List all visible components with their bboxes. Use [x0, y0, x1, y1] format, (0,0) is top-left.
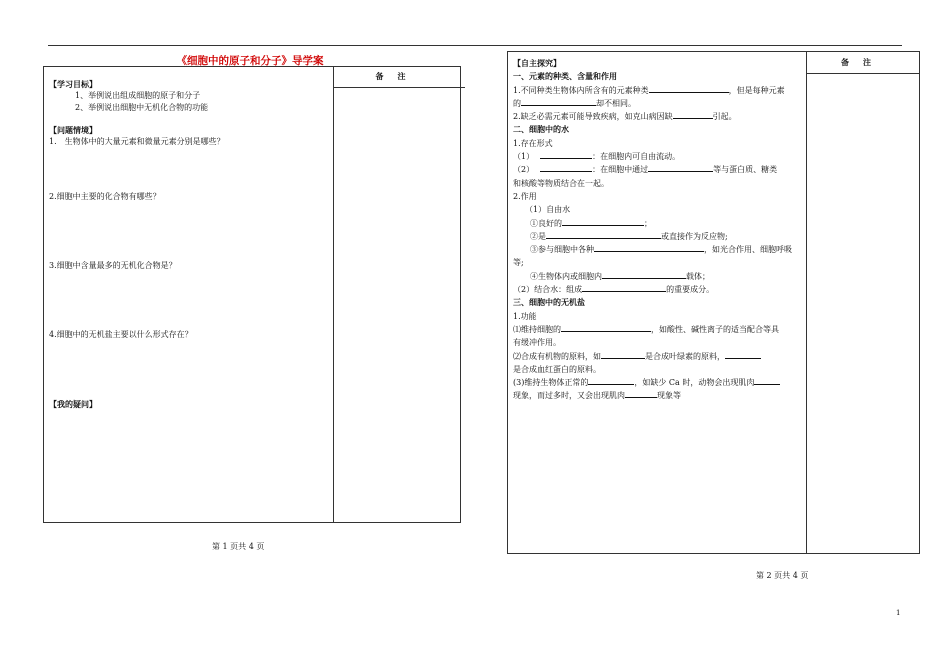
s3-line-3: (3)维持生物体正常的 ，如缺少 Ca 时，动物会出现肌肉 — [513, 376, 803, 389]
question-3: 3.细胞中含量最多的无机化合物是？ — [49, 261, 177, 270]
blank — [602, 270, 686, 279]
blank — [648, 163, 713, 172]
blank — [594, 243, 704, 252]
s2-form-2: （2） ：在细胞中通过 等与蛋白质、糖类 — [513, 165, 778, 175]
blank — [725, 350, 761, 359]
s3-line-1-cont: 有缓冲作用。 — [513, 338, 561, 348]
doubts-header: 【我的疑问】 — [49, 399, 97, 409]
sheet-index: 1 — [896, 609, 901, 617]
s3-line-3-cont: 现象，而过多时，又会出现肌肉 现象等 — [513, 391, 681, 401]
s1-line-2: 的 却不相同。 — [513, 98, 636, 108]
blank — [601, 350, 645, 359]
blank — [588, 376, 634, 385]
goal-1: 1、举例说出组成细胞的原子和分子 — [75, 91, 201, 100]
blank — [649, 84, 729, 93]
question-4: 4.细胞中的无机盐主要以什么形式存在？ — [49, 330, 193, 339]
s2-role: 2.作用 — [513, 191, 537, 201]
page2-note-header: 备注 — [841, 57, 885, 67]
page1-note-header: 备注 — [375, 71, 420, 81]
goal-2: 2、举例说出细胞中无机化合物的功能 — [75, 103, 209, 112]
s3-func: 1.功能 — [513, 311, 537, 321]
page2-note-underline — [806, 73, 920, 74]
blank — [582, 283, 666, 292]
s1-line-1: 1.不同种类生物体内所含有的元素种类 ，但是每种元素 — [513, 85, 785, 95]
s2-form-2-cont: 和核酸等物质结合在一起。 — [513, 178, 609, 188]
s2-role-1b: ②是 或直接作为反应物; — [530, 231, 728, 241]
page2-note-divider — [806, 52, 807, 553]
page1-note-divider — [333, 67, 334, 522]
s3-line-2-cont: 是合成血红蛋白的原料。 — [513, 364, 601, 374]
blank — [546, 230, 661, 239]
s3-line-2: ⑵合成有机物的原料，如 是合成叶绿素的原料， — [513, 350, 803, 363]
blank — [540, 150, 592, 159]
s2-role-1: （1）自由水 — [525, 205, 571, 215]
s2-role-1d: ④生物体内或细胞内 载体； — [530, 271, 710, 281]
s2-role-1a: ①良好的 ； — [530, 218, 652, 228]
s2-role-1c: ③参与细胞中各种 ，如光合作用、细胞呼吸 — [530, 245, 792, 255]
page2-number: 第 2 页共 4 页 — [756, 571, 809, 580]
s2-form: 1.存在形式 — [513, 138, 553, 148]
s2-role-2: （2）结合水：组成 的重要成分。 — [513, 285, 715, 295]
page1-note-underline — [333, 87, 465, 88]
document-title: 《细胞中的原子和分子》导学案 — [176, 55, 324, 67]
page1-frame — [43, 66, 461, 523]
page1-number: 第 1 页共 4 页 — [212, 542, 265, 551]
blank — [562, 217, 644, 226]
question-1: 1. 生物体中的大量元素和微量元素分别是哪些？ — [49, 137, 225, 146]
explore-header: 【自主探究】 — [513, 58, 561, 68]
s2-role-1c-cont: 等; — [513, 258, 524, 268]
goals-header: 【学习目标】 — [49, 79, 97, 89]
top-rule — [48, 45, 902, 46]
blank — [625, 389, 657, 398]
section-3-title: 三、细胞中的无机盐 — [513, 297, 585, 308]
s2-form-1: （1） ：在细胞内可自由流动。 — [513, 152, 681, 162]
context-header: 【问题情境】 — [49, 125, 97, 135]
s3-line-1: ⑴维持细胞的 ，如酸性、碱性离子的适当配合等具 — [513, 324, 779, 334]
blank — [521, 97, 596, 106]
s1-line-3: 2.缺乏必需元素可能导致疾病，如克山病因缺 引起。 — [513, 112, 737, 122]
page2-content — [513, 57, 803, 403]
blank — [673, 110, 713, 119]
section-1-title: 一、元素的种类、含量和作用 — [513, 71, 617, 82]
blank — [540, 163, 592, 172]
section-2-title: 二、细胞中的水 — [513, 124, 569, 135]
blank — [561, 323, 651, 332]
page2-frame — [507, 51, 920, 554]
page1-content — [49, 78, 327, 410]
blank — [754, 376, 780, 385]
question-2: 2.细胞中主要的化合物有哪些？ — [49, 192, 161, 201]
